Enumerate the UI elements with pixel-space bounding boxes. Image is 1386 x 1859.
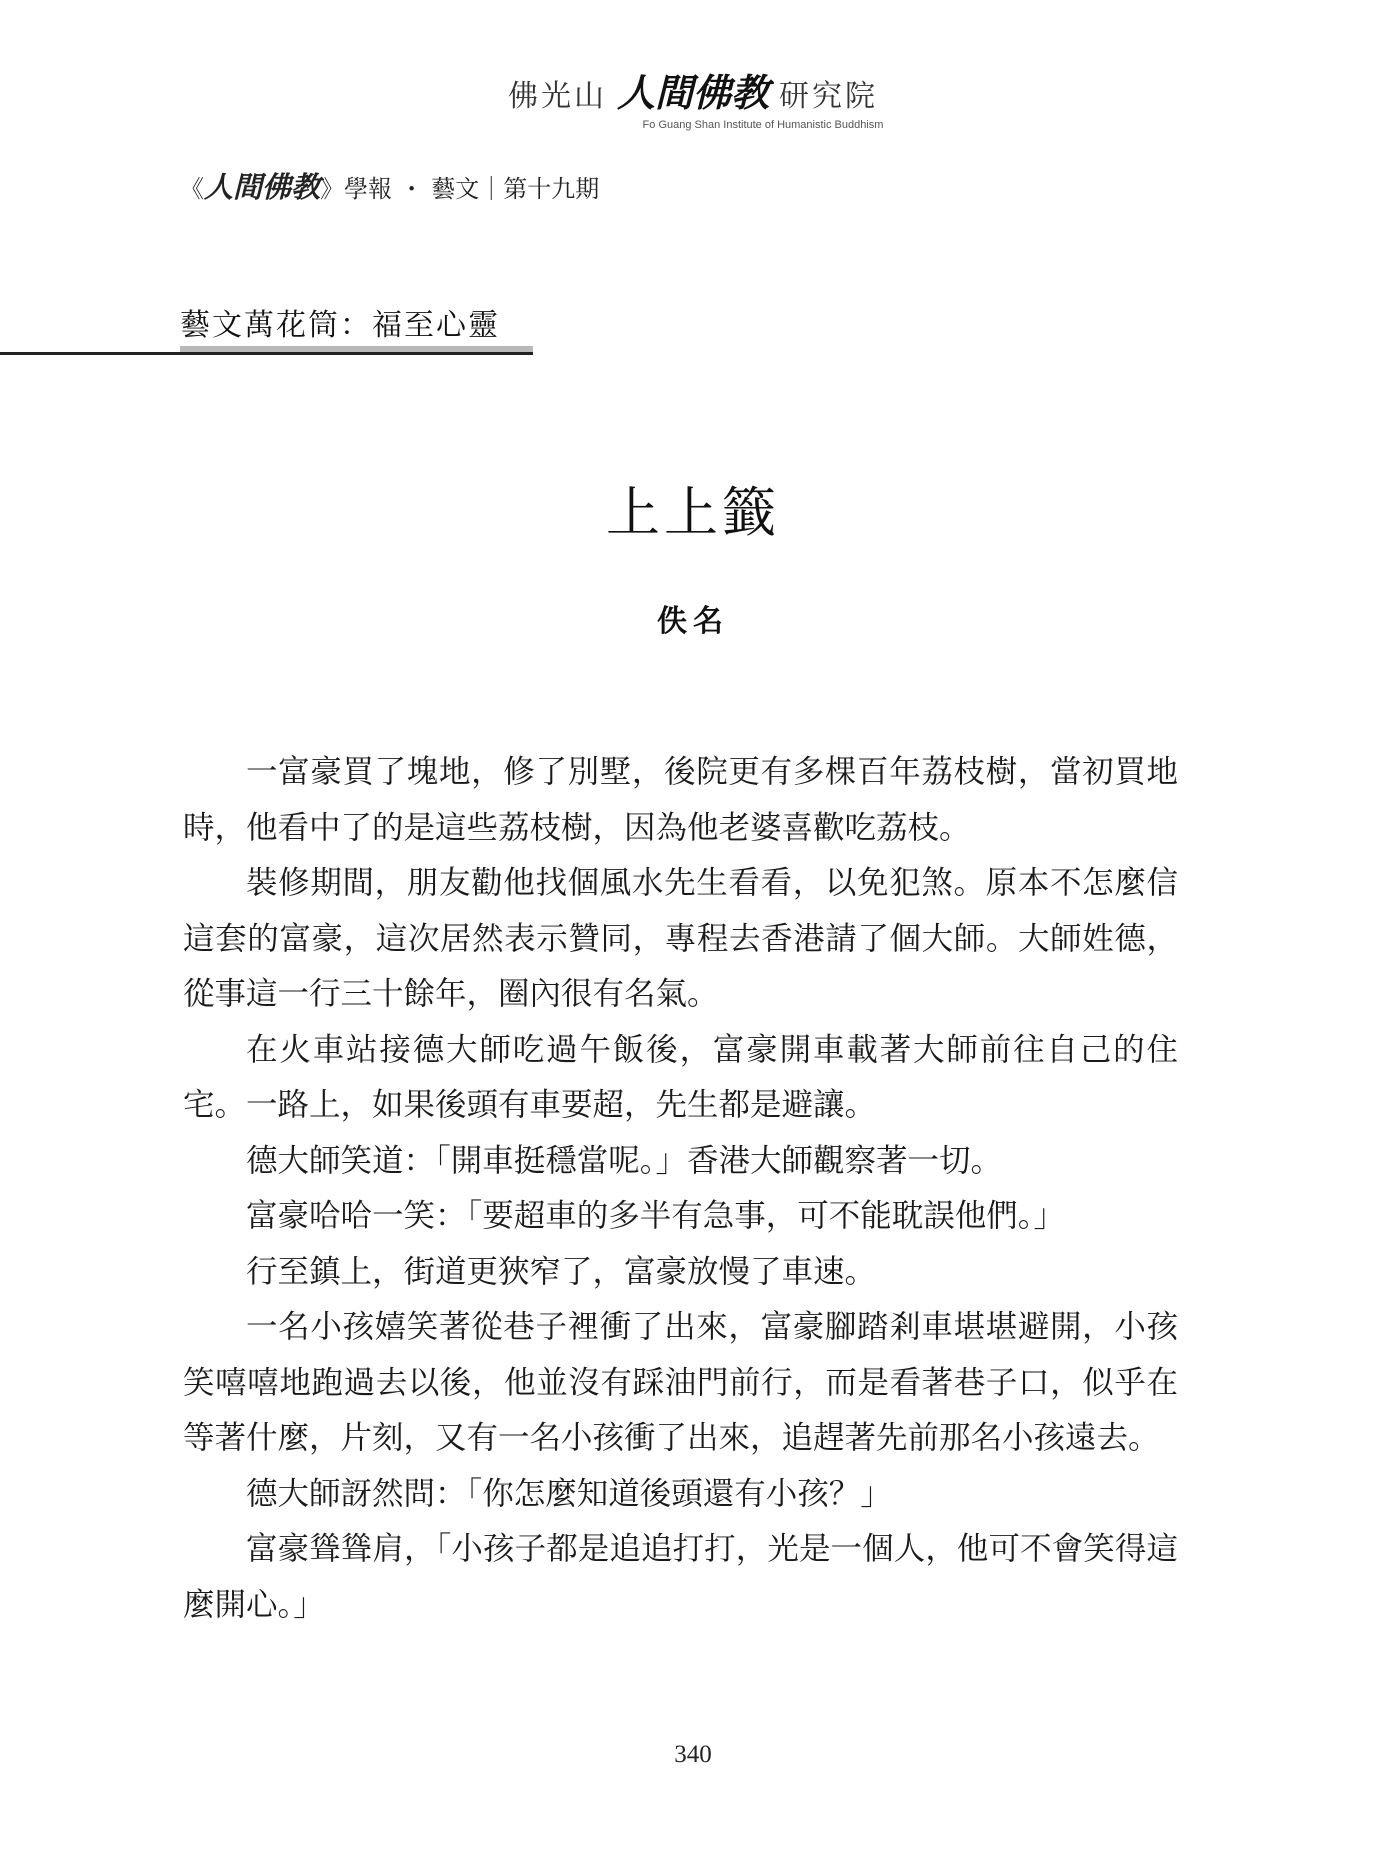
paragraph: 一富豪買了塊地，修了別墅，後院更有多棵百年荔枝樹，當初買地時，他看中了的是這些荔枝樹，因為他老婆喜歡吃荔枝。: [183, 754, 1178, 846]
article-author: 佚名: [657, 604, 729, 639]
article-title: 上上籤: [606, 481, 780, 544]
paragraph: 德大師笑道：「開車挺穩當呢。」香港大師觀察著一切。: [246, 1142, 1003, 1179]
institute-brand-logo: 人間佛教: [616, 70, 769, 115]
paragraph: 富豪哈哈一笑：「要超車的多半有急事，可不能耽誤他們。」: [246, 1198, 1066, 1234]
article-body: [183, 745, 1178, 1633]
paragraph: 在火車站接德大師吃過午飯後，富豪開車載著大師前往自己的住宅。一路上，如果後頭有車要超，先生都是避讓。: [183, 1031, 1178, 1123]
institute-prefix: 佛光山: [507, 79, 607, 114]
section-heading: [180, 300, 500, 344]
page-header: [0, 62, 1386, 131]
journal-brand: 人間佛教: [204, 170, 321, 204]
institute-suffix: 研究院: [779, 79, 878, 114]
institute-name: [0, 62, 1386, 117]
journal-running-head: [180, 165, 599, 206]
paragraph: 行至鎮上，街道更狹窄了，富豪放慢了車速。: [246, 1253, 877, 1290]
paragraph: 一名小孩嬉笑著從巷子裡衝了出來，富豪腳踏剎車堪堪避開，小孩笑嘻嘻地跑過去以後，他並沒有踩油門前行，而是看著巷子口，似乎在等著什麼，片刻，又有一名小孩衝了出來，追趕著先前那名小孩遠去。: [183, 1309, 1178, 1456]
paragraph: 裝修期間，朋友勸他找個風水先生看看，以免犯煞。原本不怎麼信這套的富豪，這次居然表示贊同，專程去香港請了個大師。大師姓德，從事這一行三十餘年，圈內很有名氣。: [183, 865, 1178, 1012]
journal-close-bracket: 》: [320, 175, 345, 203]
paragraph: 德大師訝然問：「你怎麼知道後頭還有小孩？」: [246, 1475, 892, 1512]
paragraph: 富豪聳聳肩，「小孩子都是追追打打，光是一個人，他可不會笑得這麼開心。」: [183, 1531, 1178, 1623]
section-title: 藝文萬花筒：福至心靈: [180, 308, 500, 343]
page-number: 340: [674, 1741, 712, 1768]
journal-issue-info: 學報 ・ 藝文｜第十九期: [344, 175, 600, 203]
journal-open-bracket: 《: [180, 175, 204, 203]
institute-english-name: Fo Guang Shan Institute of Humanistic Buddhism: [642, 119, 884, 131]
section-divider: [0, 352, 533, 355]
